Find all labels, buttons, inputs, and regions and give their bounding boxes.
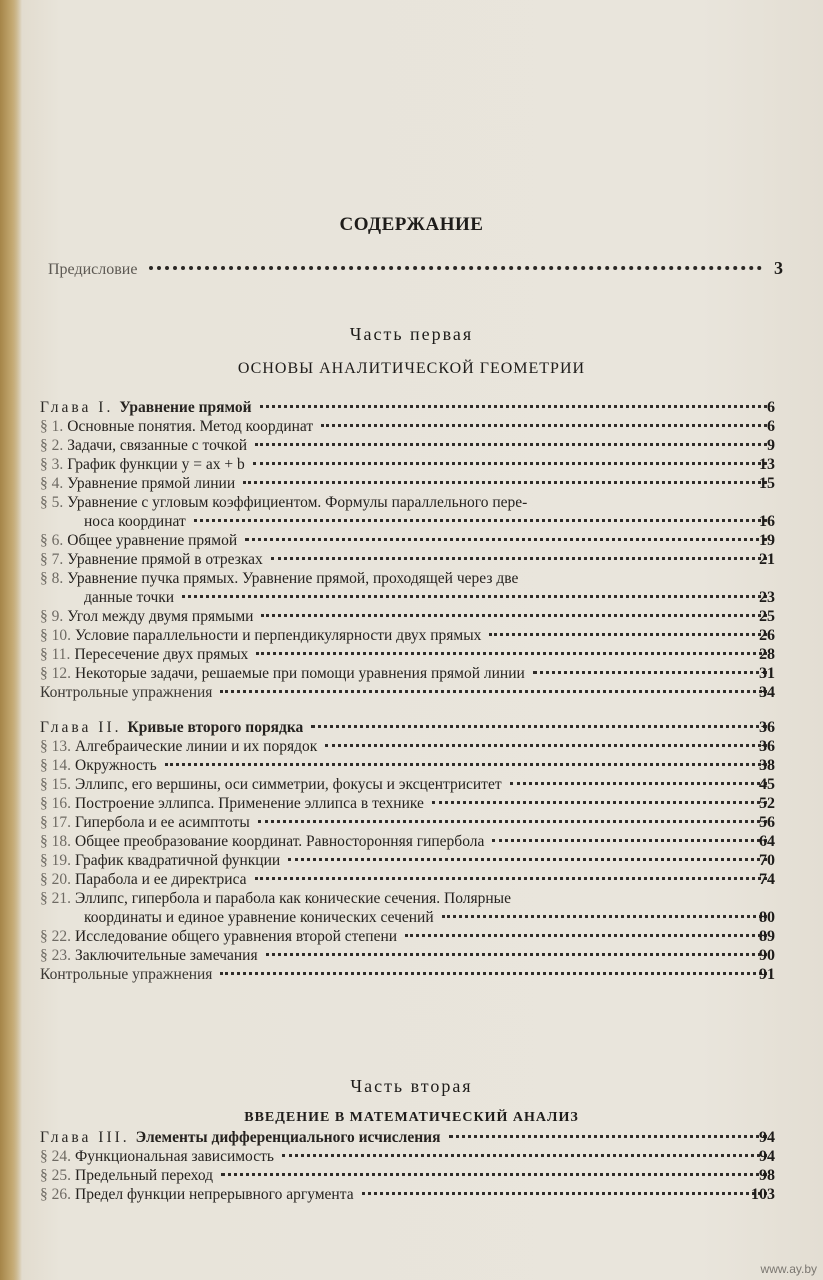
dot-leader — [510, 782, 767, 785]
toc-entry — [40, 946, 775, 965]
dot-leader — [258, 820, 767, 823]
page-number: 91 — [759, 966, 775, 983]
watermark: www.ay.by — [760, 1262, 817, 1276]
page-number: 36 — [759, 738, 775, 755]
toc-entry-continuation — [40, 908, 775, 927]
section-title: Построение эллипса. Применение эллипса в технике — [75, 795, 424, 812]
part2-title: ВВЕДЕНИЕ В МАТЕМАТИЧЕСКИЙ АНАЛИЗ — [244, 1110, 579, 1125]
dot-leader — [182, 595, 767, 598]
page-number: 28 — [759, 646, 775, 663]
dot-leader — [165, 763, 767, 766]
section-number: § 6. — [40, 532, 64, 549]
section-title: График функции y = ax + b — [67, 456, 245, 473]
chapter-label: Глава II. — [40, 719, 122, 736]
toc-entry — [40, 775, 775, 794]
toc-entry — [40, 683, 775, 702]
page-number: 94 — [759, 1148, 775, 1165]
toc-entry — [40, 889, 775, 908]
part1-name: Часть первая — [349, 324, 474, 344]
section-number: § 3. — [40, 456, 64, 473]
section-number: § 17. — [40, 814, 71, 831]
section-title: Эллипс, его вершины, оси симметрии, фокусы и эксцентриситет — [75, 776, 502, 793]
section-number: § 25. — [40, 1167, 71, 1184]
section-title: Уравнение пучка прямых. Уравнение прямой, проходящей через две — [67, 570, 519, 587]
chapter-title: Уравнение прямой — [119, 399, 252, 416]
preface-entry — [48, 258, 783, 280]
page-number: 9 — [767, 437, 775, 454]
dot-leader — [220, 690, 767, 693]
toc-entry — [40, 455, 775, 474]
section-number: § 18. — [40, 833, 71, 850]
section-number: § 8. — [40, 570, 64, 587]
page-number: 103 — [751, 1186, 775, 1203]
section-number: § 26. — [40, 1186, 71, 1203]
chapter-entry — [40, 398, 775, 417]
section-title: Общее преобразование координат. Равносторонняя гипербола — [75, 833, 485, 850]
page-number: 31 — [759, 665, 775, 682]
page-number: 6 — [767, 418, 775, 435]
toc-entry — [40, 664, 775, 683]
toc-entry — [40, 474, 775, 493]
section-number: § 23. — [40, 947, 71, 964]
dot-leader — [282, 1154, 767, 1157]
section-title: Контрольные упражнения — [40, 966, 213, 983]
dot-leader — [442, 915, 767, 918]
section-number: § 21. — [40, 890, 71, 907]
dot-leader — [405, 934, 767, 937]
toc-entry — [40, 832, 775, 851]
dot-leader — [492, 839, 767, 842]
toc-entry — [40, 756, 775, 775]
chapter-label: Глава I. — [40, 399, 114, 416]
toc-entry — [40, 436, 775, 455]
section-title: Уравнение прямой линии — [67, 475, 236, 492]
section-title: Окружность — [75, 757, 157, 774]
chapter-entry — [40, 718, 775, 737]
section-title-continuation: координаты и единое уравнение конических сечений — [84, 909, 434, 926]
page-number: 34 — [759, 684, 775, 701]
section-number: § 10. — [40, 627, 71, 644]
chapter-label: Глава III. — [40, 1129, 130, 1146]
preface-label: Предисловие — [48, 261, 138, 278]
section-number: § 16. — [40, 795, 71, 812]
section-title: Эллипс, гипербола и парабола как конические сечения. Полярные — [75, 890, 511, 907]
section-number: § 12. — [40, 665, 71, 682]
chapter-title: Кривые второго порядка — [127, 719, 304, 736]
section-title-continuation: носа координат — [84, 513, 186, 530]
dot-leader — [253, 462, 767, 465]
section-number: § 2. — [40, 437, 64, 454]
dot-leader — [256, 652, 767, 655]
toc-entry — [40, 550, 775, 569]
section-number: § 11. — [40, 646, 71, 663]
part1-title: ОСНОВЫ АНАЛИТИЧЕСКОЙ ГЕОМЕТРИИ — [237, 360, 586, 377]
dot-leader — [221, 1173, 767, 1176]
dot-leader — [149, 266, 762, 270]
page-title: СОДЕРЖАНИЕ — [339, 214, 484, 235]
section-title: График квадратичной функции — [75, 852, 281, 869]
section-number: § 24. — [40, 1148, 71, 1165]
section-number: § 7. — [40, 551, 64, 568]
dot-leader — [325, 744, 767, 747]
section-title: Задачи, связанные с точкой — [67, 437, 248, 454]
section-title: Некоторые задачи, решаемые при помощи уравнения прямой линии — [75, 665, 525, 682]
dot-leader — [266, 953, 767, 956]
dot-leader — [261, 614, 767, 617]
page-number: 19 — [759, 532, 775, 549]
dot-leader — [243, 481, 767, 484]
page-number: 6 — [767, 399, 775, 416]
dot-leader — [432, 801, 767, 804]
section-title: Гипербола и ее асимптоты — [75, 814, 250, 831]
section-title: Основные понятия. Метод координат — [67, 418, 314, 435]
toc-entry — [40, 607, 775, 626]
section-title-continuation: данные точки — [84, 589, 175, 606]
section-number: § 20. — [40, 871, 71, 888]
section-title: Условие параллельности и перпендикулярности двух прямых — [75, 627, 482, 644]
page-number: 64 — [759, 833, 775, 850]
page-number: 38 — [759, 757, 775, 774]
page-number: 13 — [759, 456, 775, 473]
page-number: 52 — [759, 795, 775, 812]
dot-leader — [255, 877, 767, 880]
page-number: 74 — [759, 871, 775, 888]
toc-entry — [40, 626, 775, 645]
dot-leader — [489, 633, 767, 636]
page-number: 26 — [759, 627, 775, 644]
toc-entry — [40, 417, 775, 436]
dot-leader — [311, 725, 767, 728]
page-number: 45 — [759, 776, 775, 793]
section-number: § 1. — [40, 418, 64, 435]
page-number: 94 — [759, 1129, 775, 1146]
section-number: § 14. — [40, 757, 71, 774]
section-title: Пересечение двух прямых — [74, 646, 249, 663]
page-number: 16 — [759, 513, 775, 530]
toc-entry — [40, 569, 775, 588]
dot-leader — [288, 858, 767, 861]
section-title: Уравнение с угловым коэффициентом. Формулы параллельного пере- — [67, 494, 528, 511]
toc-entry — [40, 645, 775, 664]
page-number: 98 — [759, 1167, 775, 1184]
toc-entry — [40, 1147, 775, 1166]
toc-entry — [40, 737, 775, 756]
dot-leader — [271, 557, 767, 560]
part2-name: Часть вторая — [350, 1076, 473, 1096]
dot-leader — [245, 538, 767, 541]
toc-entry — [40, 965, 775, 984]
section-title: Уравнение прямой в отрезках — [67, 551, 263, 568]
page-number: 80 — [759, 909, 775, 926]
toc-entry — [40, 870, 775, 889]
toc-entry — [40, 927, 775, 946]
page-number: 56 — [759, 814, 775, 831]
page-number: 23 — [759, 589, 775, 606]
toc-entry — [40, 813, 775, 832]
section-title: Алгебраические линии и их порядок — [75, 738, 318, 755]
section-number: § 19. — [40, 852, 71, 869]
section-number: § 4. — [40, 475, 64, 492]
toc-entry — [40, 1185, 775, 1204]
section-title: Исследование общего уравнения второй степени — [75, 928, 398, 945]
page-number: 21 — [759, 551, 775, 568]
page-number: 15 — [759, 475, 775, 492]
page-number: 36 — [759, 719, 775, 736]
dot-leader — [449, 1135, 768, 1138]
section-title: Функциональная зависимость — [75, 1148, 274, 1165]
toc-entry — [40, 493, 775, 512]
toc-entry-continuation — [40, 588, 775, 607]
toc-entry — [40, 1166, 775, 1185]
section-number: § 13. — [40, 738, 71, 755]
chapter-entry — [40, 1128, 775, 1147]
dot-leader — [260, 405, 767, 408]
section-title: Общее уравнение прямой — [67, 532, 238, 549]
toc-entry — [40, 794, 775, 813]
dot-leader — [255, 443, 767, 446]
toc-part2 — [40, 1128, 775, 1204]
dot-leader — [194, 519, 767, 522]
page-number: 25 — [759, 608, 775, 625]
section-number: § 5. — [40, 494, 64, 511]
section-title: Заключительные замечания — [75, 947, 258, 964]
toc-entry-continuation — [40, 512, 775, 531]
page-number: 90 — [759, 947, 775, 964]
section-title: Парабола и ее директриса — [75, 871, 247, 888]
section-title: Угол между двумя прямыми — [67, 608, 254, 625]
section-title: Контрольные упражнения — [40, 684, 213, 701]
section-number: § 15. — [40, 776, 71, 793]
chapter-title: Элементы дифференциального исчисления — [135, 1129, 441, 1146]
dot-leader — [321, 424, 767, 427]
section-number: § 22. — [40, 928, 71, 945]
spacer — [40, 702, 775, 718]
dot-leader — [533, 671, 767, 674]
page-number: 89 — [759, 928, 775, 945]
toc-entry — [40, 531, 775, 550]
section-title: Предельный переход — [75, 1167, 214, 1184]
preface-page: 3 — [774, 258, 783, 278]
toc-part1 — [40, 398, 775, 984]
dot-leader — [220, 972, 767, 975]
toc-entry — [40, 851, 775, 870]
dot-leader — [362, 1192, 767, 1195]
section-title: Предел функции непрерывного аргумента — [75, 1186, 354, 1203]
section-number: § 9. — [40, 608, 64, 625]
page-number: 70 — [759, 852, 775, 869]
